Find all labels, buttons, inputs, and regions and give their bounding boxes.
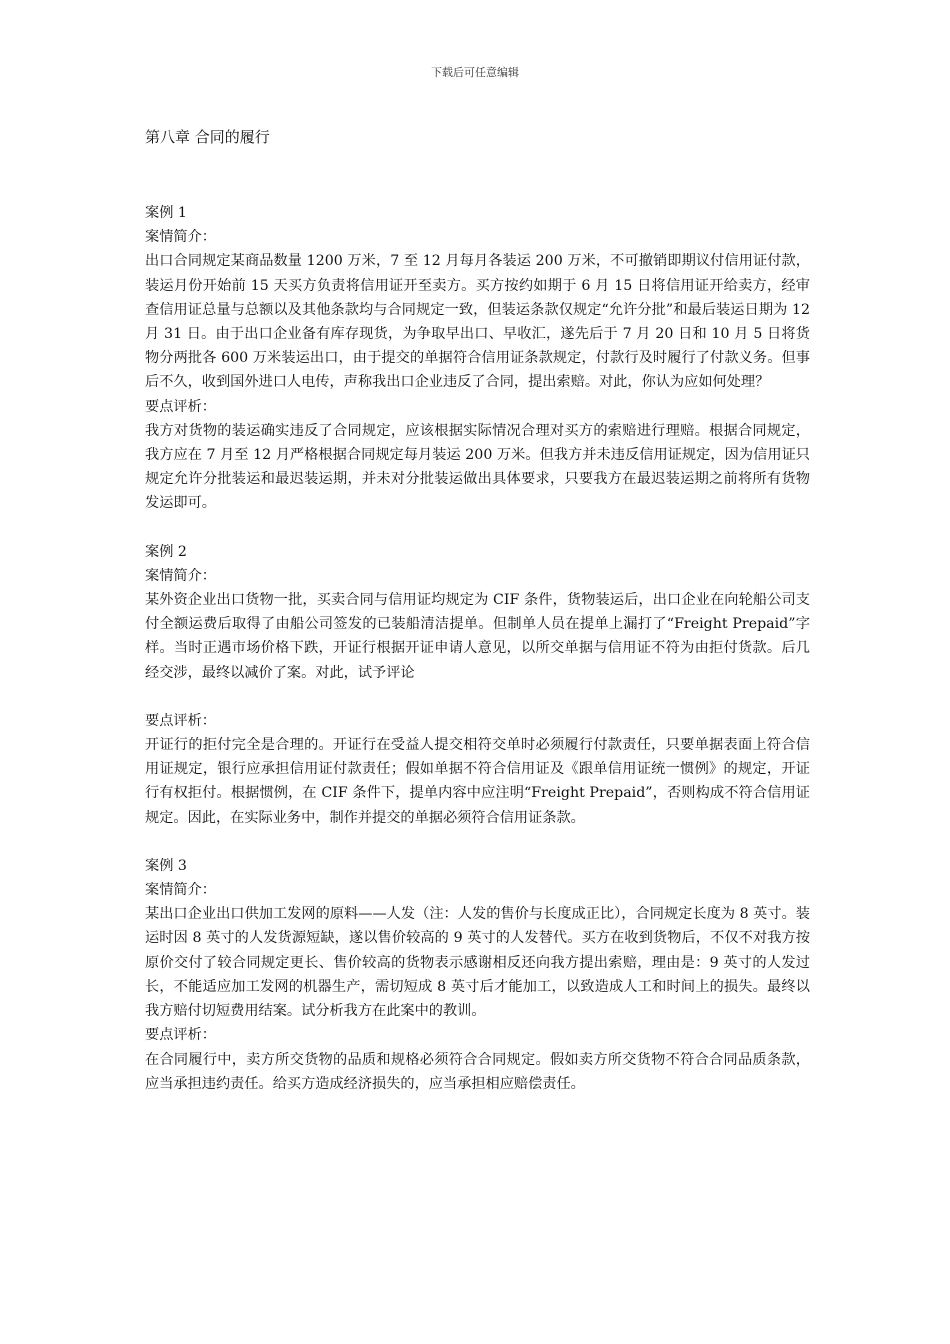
section-spacer (145, 516, 810, 540)
case-3-title: 案例 3 (145, 857, 187, 874)
case-2-section (145, 540, 810, 830)
case-1-analysis-label: 要点评析： (145, 398, 216, 415)
case-3-section (145, 854, 810, 1096)
chapter-title: 第八章 合同的履行 (145, 128, 270, 146)
case-1-intro-text: 出口合同规定某商品数量 1200 万米，7 至 12 月每月各装运 200 万米，不可撤销即期议付信用证付款，装运月份开始前 15 天买方负责将信用证开至卖方。买方按约如期于 6 月 15 日将信用证开给卖方，经审查信用证总量与总额以及其他条款均与合同规定一致，但装运条款仅规定“允许分批”和最后装运日期为 12 月 31 日。由于出口企业备有库存现货，为争取早出口、早收汇，遂先后于 7 月 20 日和 10 月 5 日将货物分两批各 600 万米装运出口，由于提交的单据符合信用证条款规定，付款行及时履行了付款义务。但事后不久，收到国外进口人电传，声称我出口企业违反了合同，提出索赔。对此，你认为应如何处理？ (145, 253, 810, 391)
case-2-intro-label: 案情简介： (145, 567, 216, 584)
case-2-intro-text: 某外资企业出口货物一批，买卖合同与信用证均规定为 CIF 条件，货物装运后，出口企业在向轮船公司支付全额运费后取得了由船公司签发的已装船清洁提单。但制单人员在提单上漏打了“Freight Prepaid”字样。当时正遇市场价格下跌，开证行根据开证申请人意见，以所交单据与信用证不符为由拒付货款。后几经交涉，最终以减价了案。对此，试予评论 (145, 592, 810, 681)
case-1-title: 案例 1 (145, 205, 187, 221)
section-spacer (145, 830, 810, 854)
case-3-intro-label: 案情简介： (145, 882, 216, 899)
document-body (145, 201, 810, 1096)
case-1-section (145, 201, 810, 516)
case-1-analysis-text: 我方对货物的装运确实违反了合同规定，应该根据实际情况合理对买方的索赔进行理赔。根据合同规定，我方应在 7 月至 12 月严格根据合同规定每月装运 200 万米。但我方并未违反信用证规定，因为信用证只规定允许分批装运和最迟装运期，并未对分批装运做出具体要求，只要我方在最迟装运期之前将所有货物发运即可。 (145, 422, 810, 512)
case-3-analysis-text: 在合同履行中，卖方所交货物的品质和规格必须符合合同规定。假如卖方所交货物不符合合同品质条款，应当承担违约责任。给买方造成经济损失的，应当承担相应赔偿责任。 (145, 1051, 810, 1092)
case-2-analysis-label: 要点评析： (145, 712, 216, 729)
case-2-title: 案例 2 (145, 543, 187, 560)
case-3-analysis-label: 要点评析： (145, 1027, 216, 1044)
case-1-intro-label: 案情简介： (145, 229, 216, 246)
case-3-intro-text: 某出口企业出口供加工发网的原料——人发（注：人发的售价与长度成正比），合同规定长度为 8 英寸。装运时因 8 英寸的人发货源短缺，遂以售价较高的 9 英寸的人发替代。买方在收到货物后，不仅不对我方按原价交付了较合同规定更长、售价较高的货物表示感谢相反还向我方提出索赔，理由是：9 英寸的人发过长，不能适应加工发网的机器生产，需切短成 8 英寸后才能加工，以致造成人工和时间上的损失。最终以我方赔付切短费用结案。试分析我方在此案中的教训。 (145, 906, 810, 1020)
paragraph-spacer (145, 685, 810, 709)
case-2-analysis-text: 开证行的拒付完全是合理的。开证行在受益人提交相符交单时必须履行付款责任，只要单据表面上符合信用证规定，银行应承担信用证付款责任；假如单据不符合信用证及《跟单信用证统一惯例》的规定，开证行有权拒付。根据惯例，在 CIF 条件下，提单内容中应注明“Freight Prepaid”，否则构成不符合信用证规定。因此，在实际业务中，制作并提交的单据必须符合信用证条款。 (145, 737, 810, 826)
page-header-note: 下载后可任意编辑 (431, 66, 519, 79)
